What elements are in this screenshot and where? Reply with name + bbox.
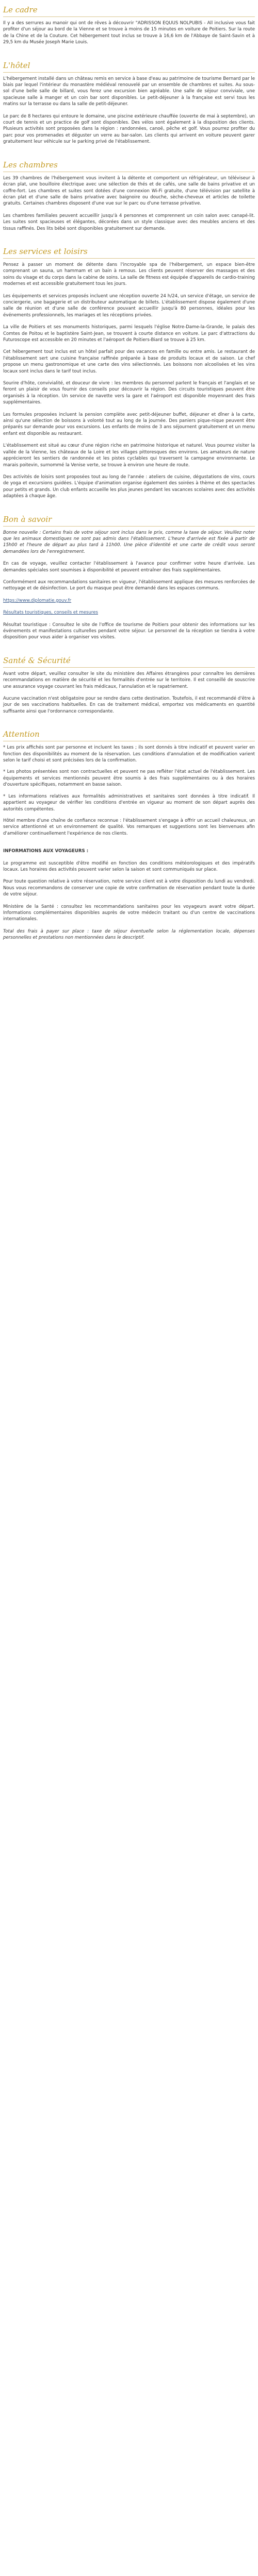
infos-paragraph: Ministère de la Santé : consultez les recommandations sanitaires pour les voyageurs avant votre départ. Informations complémentaires disponibles auprès de votre médecin traitant ou d'un centre de vaccinations internationales. [3, 904, 255, 922]
loisirs-paragraph: Cet hébergement tout inclus est un hôtel parfait pour des vacances en famille ou entre amis. Le restaurant de l'établissement sert une cuisine française raffinée préparée à base de produits locaux et de saison. Le chef propose un menu gastronomique et une carte des vins sélectionnés. Les boissons non alcoolisées et les vins locaux sont inclus dans le tarif tout inclus. [3, 349, 255, 374]
section-sante [0, 651, 258, 724]
section-title-chambres: Les chambres [3, 157, 255, 172]
infos-paragraph: Pour toute question relative à votre réservation, notre service client est à votre disposition du lundi au vendredi. Nous vous recommandons de conserver une copie de votre confirmation de réservation pendant toute la durée de votre séjour. [3, 879, 255, 897]
sante-paragraph: Avant votre départ, veuillez consulter le site du ministère des Affaires étrangères pour connaître les dernières recommandations en matière de sécurité et les formalités d'entrée sur le territoire. Il est conseillé de souscrire une assurance voyage couvrant les frais médicaux, l'annulation et le rapatriement. [3, 671, 255, 689]
section-title-cadre: Le cadre [3, 2, 255, 17]
infos-title: INFORMATIONS AUX VOYAGEURS : [3, 849, 89, 854]
infos-paragraph: Le programme est susceptible d'être modifié en fonction des conditions météorologiques et des impératifs locaux. Les horaires des activités peuvent varier selon la saison et sont communiqués sur place. [3, 860, 255, 872]
section-infos [0, 846, 258, 951]
section-chambres [0, 155, 258, 242]
loisirs-paragraph: Les formules proposées incluent la pension complète avec petit-déjeuner buffet, déjeuner et dîner à la carte, ainsi qu'une sélection de boissons à volonté tout au long de la journée. Des paniers pique-nique peuvent être préparés sur demande pour vos excursions. Les enfants de moins de 3 ans séjournent gratuitement et un menu enfant est disponible au restaurant. [3, 412, 255, 436]
loisirs-paragraph: Les équipements et services proposés incluent une réception ouverte 24 h/24, un service d'étage, un service de conciergerie, une bagagerie et un distributeur automatique de billets. L'établissement dispose également d'une salle de réunion et d'une salle de conférence pouvant accueillir jusqu'à 80 personnes, idéales pour les événements professionnels, les mariages et les réceptions privées. [3, 293, 255, 318]
section-title-hotel: L'hôtel [3, 58, 255, 73]
cadre-paragraph: Il y a des serrures au manoir qui ont de rêves à découvrir "ADRISSON EQUUS NOLPUBIS - All inclusive vous fait profiter d'un séjour au bord de la Vienne et se trouve à moins de 15 minutes en voiture de Poitiers. Sur la route de la Chine et de la Couture. Cet hébergement tout inclus se trouve à 16,6 km de l'Abbaye de Saint-Savin et à 29,5 km du Musée Joseph Marie Louis. [3, 21, 255, 45]
section-cadre [0, 0, 258, 56]
section-bon-a-savoir [0, 510, 258, 651]
section-title-loisirs: Les services et loisirs [3, 244, 255, 259]
section-title-bon-a-savoir: Bon à savoir [3, 512, 255, 527]
bon-a-savoir-paragraph: Conformément aux recommandations sanitaires en vigueur, l'établissement applique des mesures renforcées de nettoyage et de désinfection. Le port du masque peut être demandé dans les espaces communs. [3, 579, 255, 591]
loisirs-paragraph: Des activités de loisirs sont proposées tout au long de l'année : ateliers de cuisine, dégustations de vins, cours de yoga et excursions guidées. L'équipe d'animation organise également des soirées à thème et des spectacles pour petits et grands. Un club enfants accueille les plus jeunes pendant les vacances scolaires avec des activités adaptées à chaque âge. [3, 474, 255, 499]
loisirs-paragraph: Pensez à passer un moment de détente dans l'incroyable spa de l'hébergement, un espace bien-être comprenant un sauna, un hammam et un bain à remous. Les clients peuvent réserver des massages et des soins du visage et du corps dans la cabine de soins. La salle de fitness est équipée d'appareils de cardio-training modernes et est accessible gratuitement tous les jours. [3, 262, 255, 287]
loisirs-paragraph: Sourire d'hôte, convivialité, et douceur de vivre : les membres du personnel parlent le français et l'anglais et se feront un plaisir de vous fournir des conseils pour découvrir la région. Des circuits touristiques peuvent être organisés à la réception. Un service de navette vers la gare et l'aéroport est disponible moyennant des frais supplémentaires. [3, 381, 255, 405]
bon-a-savoir-paragraph: Bonne nouvelle : Certains frais de votre séjour sont inclus dans le prix, comme la taxe de séjour. Veuillez noter que les animaux domestiques ne sont pas admis dans l'établissement. L'heure d'arrivée est fixée à partir de 15h00 et l'heure de départ au plus tard à 11h00. Une pièce d'identité et une carte de crédit vous seront demandées lors de l'enregistrement. [3, 530, 255, 554]
diplomatie-link[interactable]: https://www.diplomatie.gouv.fr [3, 598, 72, 603]
section-title-attention: Attention [3, 726, 255, 741]
hotel-paragraph: Le parc de 8 hectares qui entoure le domaine, une piscine extérieure chauffée (ouverte de mai à septembre), un court de tennis et un practice de golf sont disponibles. Des vélos sont également à la disposition des clients. Plusieurs activités sont proposées dans la région : randonnées, canoë, pêche et golf. Vous pourrez profiter du parc pour vos promenades et déguster un verre au bar-salon. Les clients qui arrivent en voiture peuvent garer gratuitement leur véhicule sur le parking privé de l'établissement. [3, 113, 255, 145]
attention-paragraph: * Les informations relatives aux formalités administratives et sanitaires sont données à titre indicatif. Il appartient au voyageur de vérifier les conditions d'entrée en vigueur au moment de son départ auprès des autorités compétentes. [3, 793, 255, 812]
bon-a-savoir-paragraph: En cas de voyage, veuillez contacter l'établissement à l'avance pour confirmer votre heure d'arrivée. Les demandes spéciales sont soumises à disponibilité et peuvent entraîner des frais supplémentaires. [3, 561, 255, 573]
tourist-results-link[interactable]: Résultats touristiques, conseils et mesures [3, 610, 99, 616]
section-title-sante: Santé & Sécurité [3, 653, 255, 668]
section-loisirs [0, 242, 258, 510]
hotel-paragraph: L'hébergement installé dans un château remis en service à base d'eau au patrimoine de tourisme Bernard par le biais par lequel l'intérieur du monastère médiéval renouvelé par un ensemble de chambres et suites. Au sous-sol d'une belle salle de billard, vous ferez une excursion bien agréable. Une salle de séjour conviviale, une spacieuse salle à manger et un coin bar sont disponibles. Le petit-déjeuner à la française est servi tous les matins sur la terrasse ou dans la salle de petit-déjeuner. [3, 76, 255, 107]
attention-paragraph: * Les photos présentées sont non contractuelles et peuvent ne pas refléter l'état actuel de l'établissement. Les équipements et services mentionnés peuvent être soumis à des frais supplémentaires ou à des horaires d'ouverture spécifiques, notamment en basse saison. [3, 769, 255, 788]
section-hotel [0, 56, 258, 155]
bon-a-savoir-paragraph: Résultat touristique : Consultez le site de l'office de tourisme de Poitiers pour obtenir des informations sur les événements et manifestations culturelles pendant votre séjour. Le personnel de la réception se tiendra à votre disposition pour vous aider à organiser vos visites. [3, 622, 255, 640]
page [0, 0, 258, 951]
loisirs-paragraph: La ville de Poitiers et ses monuments historiques, parmi lesquels l'église Notre-Dame-la-Grande, le palais des Comtes de Poitou et le baptistère Saint-Jean, se trouvent à courte distance en voiture. Le parc d'attractions du Futuroscope est accessible en 20 minutes et l'aéroport de Poitiers-Biard se trouve à 25 km. [3, 325, 255, 343]
chambres-paragraph: Les 39 chambres de l'hébergement vous invitent à la détente et comportent un réfrigérateur, un téléviseur à écran plat, une bouilloire électrique avec une sélection de thés et de cafés, une salle de bains privative et un coffre-fort. Les chambres et suites sont dotées d'une connexion Wi-Fi gratuite, d'une télévision par satellite à écran plat et d'une salle de bains privative avec baignoire ou douche, sèche-cheveux et articles de toilette gratuits. Certaines chambres disposent d'une vue sur le parc ou d'une terrasse privative. [3, 175, 255, 207]
chambres-paragraph: Les chambres familiales peuvent accueillir jusqu'à 4 personnes et comprennent un coin salon avec canapé-lit. Les suites sont spacieuses et élégantes, décorées dans un style classique avec des meubles anciens et des tissus raffinés. Des lits bébé sont disponibles gratuitement sur demande. [3, 213, 255, 231]
section-attention [0, 724, 258, 846]
attention-paragraph: * Les prix affichés sont par personne et incluent les taxes ; ils sont donnés à titre indicatif et peuvent varier en fonction des disponibilités au moment de la réservation. Les conditions d'annulation et de modification varient selon le tarif choisi et sont précisées lors de la confirmation. [3, 745, 255, 764]
infos-paragraph: Total des frais à payer sur place : taxe de séjour éventuelle selon la réglementation locale, dépenses personnelles et prestations non mentionnées dans le descriptif. [3, 928, 255, 941]
sante-paragraph: Aucune vaccination n'est obligatoire pour se rendre dans cette destination. Toutefois, il est recommandé d'être à jour de ses vaccinations habituelles. En cas de traitement médical, emportez vos médicaments en quantité suffisante ainsi que l'ordonnance correspondante. [3, 696, 255, 714]
attention-paragraph: Hôtel membre d'une chaîne de confiance reconnue : l'établissement s'engage à offrir un accueil chaleureux, un service attentionné et un environnement de qualité. Vos remarques et suggestions sont les bienvenues afin d'améliorer continuellement l'expérience de nos clients. [3, 818, 255, 836]
loisirs-paragraph: L'établissement est situé au cœur d'une région riche en patrimoine historique et naturel. Vous pourrez visiter la vallée de la Vienne, les châteaux de la Loire et les villages pittoresques des environs. Les amateurs de nature apprécieront les sentiers de randonnée et les pistes cyclables qui traversent la campagne environnante. Le marais poitevin, surnommé la Venise verte, se trouve à environ une heure de route. [3, 443, 255, 468]
